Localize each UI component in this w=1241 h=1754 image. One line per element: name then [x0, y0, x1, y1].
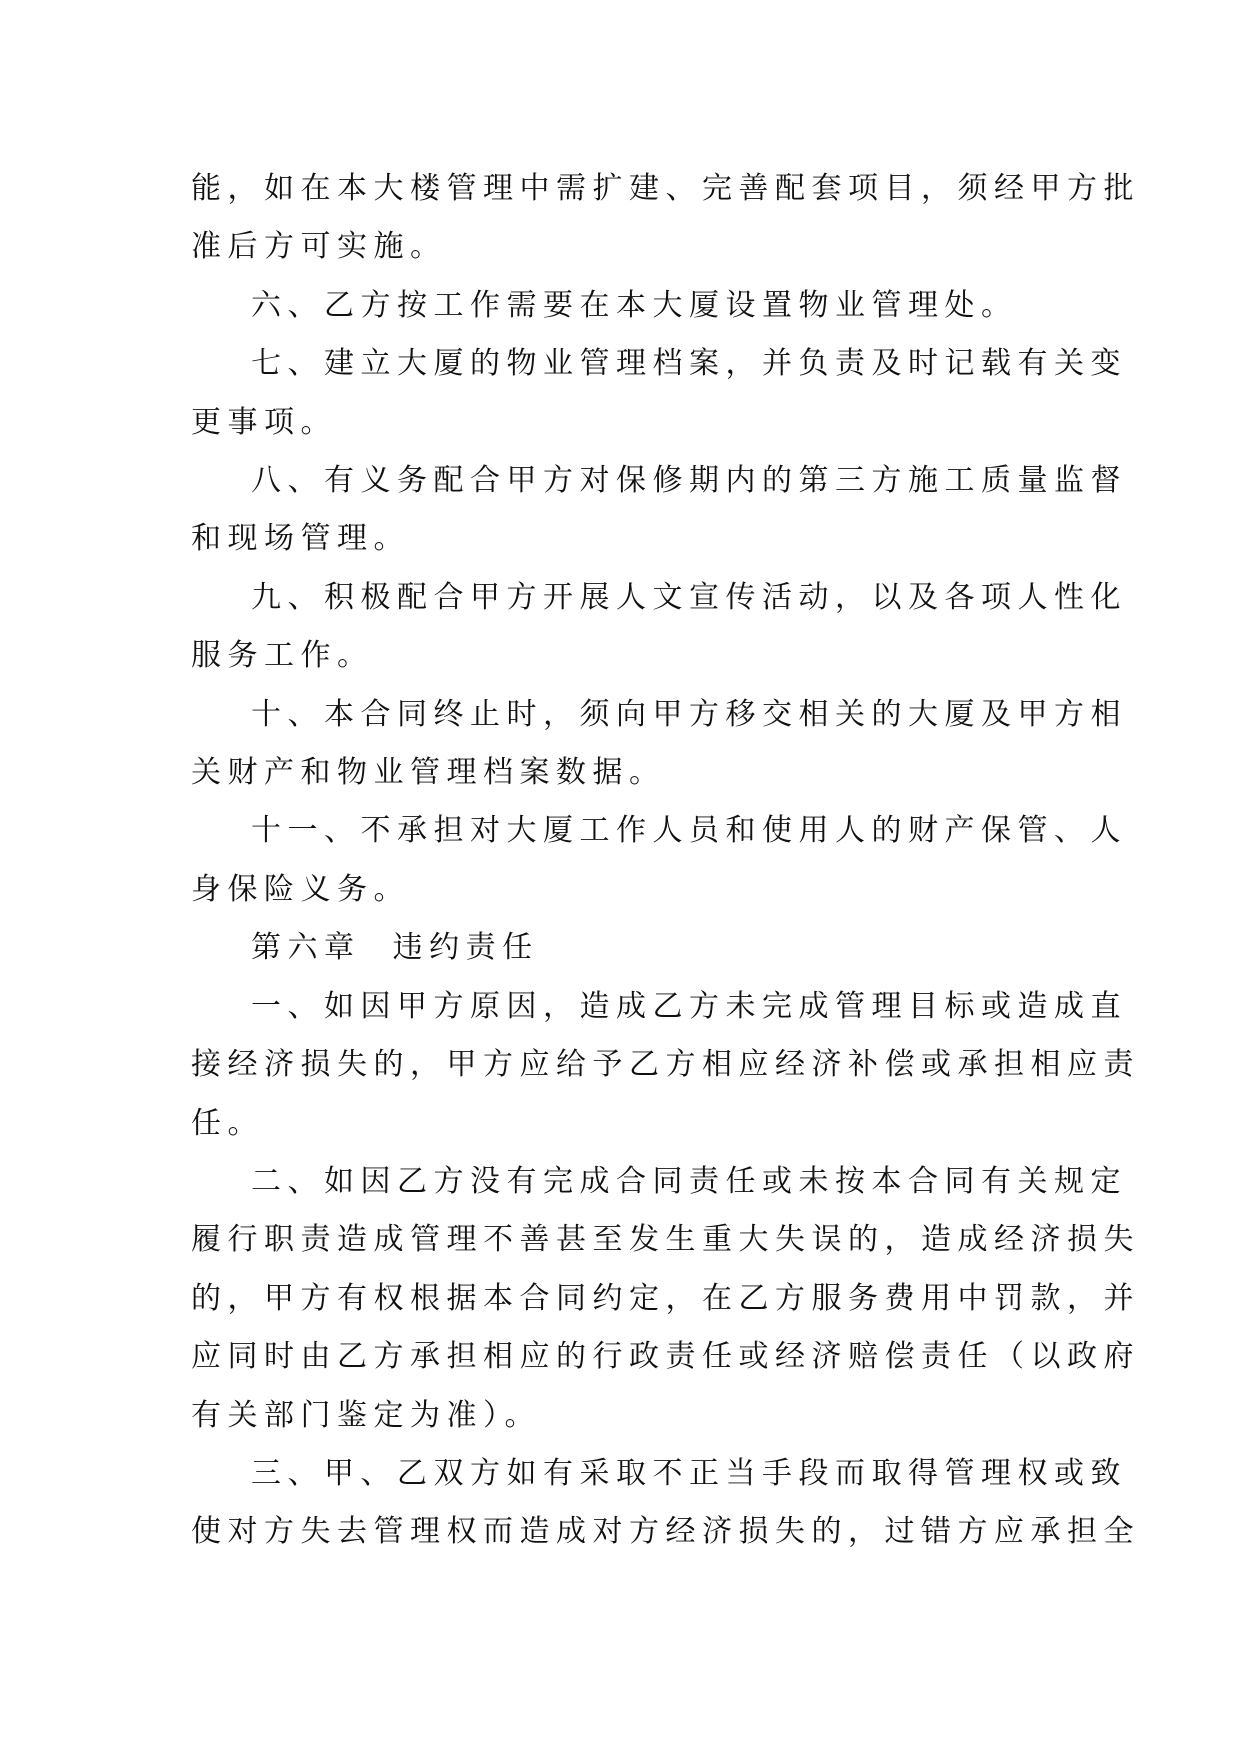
- text-line: 关财产和物业管理档案数据。: [191, 755, 666, 791]
- text-line: 和现场管理。: [191, 521, 410, 557]
- text-line: 任。: [191, 1105, 264, 1141]
- chapter-title: 第六章 违约责任: [251, 930, 539, 966]
- paragraph-item-7: [191, 335, 1127, 452]
- text-line: 接经济损失的，甲方应给予乙方相应经济补偿或承担相应责: [191, 1047, 1140, 1083]
- paragraph-item-8: [191, 452, 1127, 569]
- paragraph-item-9: [191, 569, 1127, 686]
- text-line: 准后方可实施。: [191, 229, 447, 265]
- paragraph-breach-2: [191, 1153, 1140, 1445]
- text-line: 六、乙方按工作需要在本大厦设置物业管理处。: [251, 287, 1018, 323]
- text-line: 有关部门鉴定为准）。: [191, 1397, 541, 1433]
- text-line: 能，如在本大楼管理中需扩建、完善配套项目，须经甲方批: [191, 171, 1140, 206]
- document-body: [191, 160, 1140, 1562]
- text-line: 一、如因甲方原因，造成乙方未完成管理目标或造成直: [251, 988, 1127, 1024]
- text-line: 十、本合同终止时，须向甲方移交相关的大厦及甲方相: [251, 696, 1127, 732]
- chapter-heading: [191, 919, 1060, 977]
- paragraph-item-11: [191, 802, 1127, 919]
- text-line: 使对方失去管理权而造成对方经济损失的，过错方应承担全: [191, 1514, 1140, 1550]
- paragraph-item-6: [191, 277, 1060, 335]
- text-line: 八、有义务配合甲方对保修期内的第三方施工质量监督: [251, 463, 1127, 499]
- paragraph-item-10: [191, 686, 1127, 803]
- text-line: 九、积极配合甲方开展人文宣传活动，以及各项人性化: [251, 579, 1127, 615]
- paragraph-continuation: [191, 160, 1140, 277]
- text-line: 身保险义务。: [191, 871, 410, 907]
- text-line: 十一、不承担对大厦工作人员和使用人的财产保管、人: [251, 813, 1127, 849]
- text-line: 三、甲、乙双方如有采取不正当手段而取得管理权或致: [251, 1455, 1127, 1491]
- text-line: 更事项。: [191, 404, 337, 440]
- text-line: 应同时由乙方承担相应的行政责任或经济赔偿责任（以政府: [191, 1339, 1140, 1375]
- paragraph-breach-3: [191, 1445, 1140, 1562]
- text-line: 服务工作。: [191, 638, 374, 674]
- text-line: 七、建立大厦的物业管理档案，并负责及时记载有关变: [251, 346, 1127, 382]
- text-line: 履行职责造成管理不善甚至发生重大失误的，造成经济损失: [191, 1222, 1140, 1258]
- text-line: 的，甲方有权根据本合同约定，在乙方服务费用中罚款，并: [191, 1280, 1140, 1316]
- text-line: 二、如因乙方没有完成合同责任或未按本合同有关规定: [251, 1163, 1127, 1199]
- paragraph-breach-1: [191, 978, 1140, 1153]
